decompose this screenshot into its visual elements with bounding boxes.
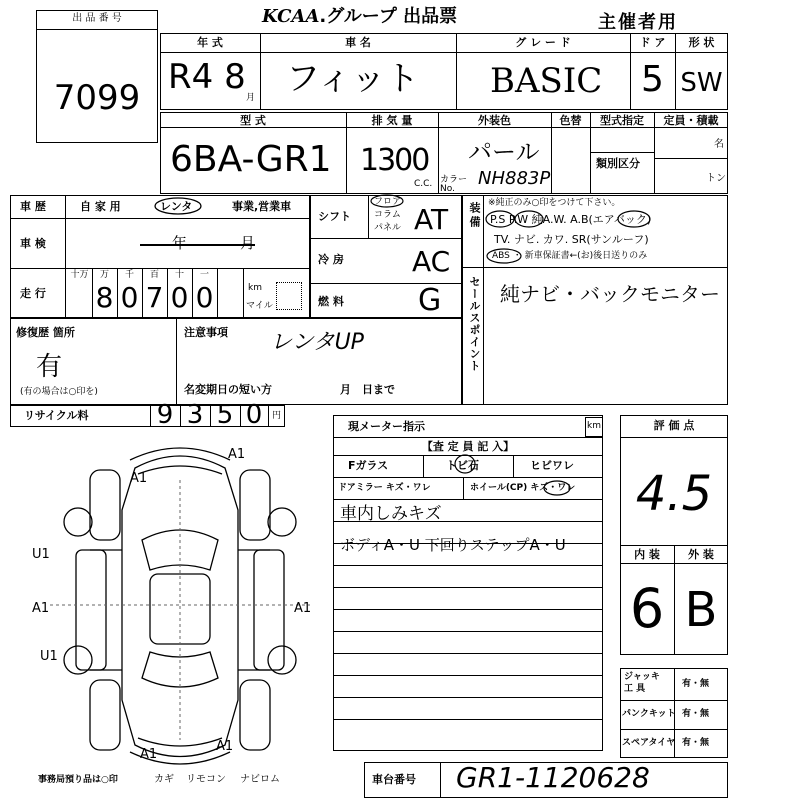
office-label: 事務局預り品は○印 (38, 775, 118, 785)
title-kcaa: KCAA (262, 6, 320, 27)
spare-tire-label: スペアタイヤ (622, 738, 676, 748)
mileage-digit: 0 (170, 281, 189, 314)
digit-10k: 万 (99, 270, 109, 280)
shift-value: AT (414, 203, 449, 236)
mileage-label: 走 行 (20, 287, 46, 300)
mileage-digit: 7 (145, 281, 164, 314)
chassis-label: 車台番号 (372, 773, 416, 786)
year-label: 年 式 (197, 36, 223, 49)
damage-mark: A1 (130, 471, 148, 486)
score-value: 4.5 (635, 466, 713, 522)
fuel-label: 燃 料 (318, 295, 344, 308)
damage-mark: A1 (294, 601, 312, 616)
tobiishi-label: トビ石 (446, 459, 479, 472)
rental-circle-mark (152, 196, 204, 216)
digit-1: 一 (199, 270, 209, 280)
caution-label: 注意事項 (184, 326, 228, 339)
meter-label: 現メーター指示 (348, 420, 425, 433)
shape-value: SW (680, 68, 723, 98)
inspection-note: ボディA・U 下回りステップA・U (340, 536, 566, 554)
shift-label: シフト (318, 210, 351, 223)
puncture-kit-yes-no: 有・無 (682, 709, 710, 719)
color-no-value: NH883P (478, 168, 551, 189)
jack-yes-no: 有・無 (682, 679, 710, 689)
remote-label: リモコン (186, 774, 226, 785)
sales-point-value: 純ナビ・バックモニター (500, 282, 720, 306)
equip-line2: TV. ナビ. カワ. SR(サンルーフ) (494, 233, 649, 246)
color-value: パール (468, 138, 540, 166)
wheel-circle-mark (542, 478, 572, 498)
tons-unit: トン (706, 173, 726, 184)
persons-unit: 名 (714, 139, 724, 150)
cc-unit: C.C. (414, 179, 433, 189)
equip-note: ※純正のみ○印をつけて下さい。 (488, 198, 621, 208)
inspector-label: 【査 定 員 記 入】 (421, 440, 515, 453)
displacement-value: 1300 (360, 143, 429, 178)
floor-circle-mark (368, 192, 406, 208)
capacity-label: 定員・積載 (663, 114, 719, 127)
model-label: 型 式 (240, 114, 266, 127)
spare-tire-yes-no: 有・無 (682, 738, 710, 748)
title-rest: .グループ 出品票 (319, 6, 458, 27)
panel-label: パネル (374, 223, 402, 233)
name-change-date: 月 日まで (340, 383, 395, 396)
damage-mark: A1 (140, 747, 158, 762)
exterior-label: 外 装 (688, 548, 714, 561)
ac-label: 冷 房 (318, 253, 344, 266)
business-label: 事業,営業車 (232, 200, 292, 213)
inspection-label: 車 検 (20, 237, 46, 250)
category-label: 類別区分 (596, 157, 640, 170)
equip-line3: ABS ・ 新車保証書←(お)後日送りのみ (492, 251, 648, 261)
recycle-digit: 5 (216, 400, 234, 430)
inspection-strike (140, 244, 255, 246)
month-unit: 月 (246, 93, 256, 103)
recycle-label: リサイクル料 (24, 409, 89, 422)
meter-km-unit: km (587, 421, 601, 431)
column-label: コラム (374, 210, 401, 220)
mileage-digit: 0 (195, 281, 214, 314)
repair-note: (有の場合は○印を) (20, 387, 98, 397)
rental-label: レンタ (160, 200, 193, 213)
model-value: 6BA-GR1 (170, 139, 332, 180)
km-unit: km (248, 283, 262, 293)
damage-mark: U1 (40, 649, 58, 664)
digit-100k: 十万 (70, 270, 89, 280)
equip-circle-marks (484, 208, 664, 230)
mileage-digit: 0 (120, 281, 139, 314)
recycle-digit: 3 (186, 400, 204, 430)
floor-label: フロア (374, 197, 402, 207)
year-value: R4 8 (168, 57, 246, 97)
mile-checkbox (276, 282, 302, 310)
color-no-label: カラー No. (440, 175, 468, 194)
shape-label: 形 状 (688, 36, 715, 49)
yen-unit: 円 (272, 411, 282, 421)
grade-label: グ レ ー ド (515, 36, 571, 49)
recycle-digit: 9 (156, 400, 174, 430)
jack-label: ジャッキ 工 具 (624, 672, 660, 694)
ext-color-label: 外装色 (478, 114, 511, 127)
digit-10: 十 (174, 270, 184, 280)
car-damage-diagram (30, 440, 330, 775)
puncture-kit-label: パンクキット (622, 709, 676, 719)
tobiishi-circle-mark (452, 452, 478, 476)
inspection-month-unit: 月 (240, 234, 256, 252)
recycle-digit: 0 (245, 400, 263, 430)
lot-number: 7099 (53, 78, 141, 118)
interior-label: 内 装 (634, 548, 660, 561)
organizer-label: 主催者用 (598, 12, 678, 33)
caution-value: レンタUP (270, 330, 364, 355)
color-change-label: 色替 (559, 114, 582, 127)
car-name-label: 車 名 (345, 36, 371, 49)
repair-label: 修復歴 箇所 (16, 326, 75, 339)
fuel-value: G (418, 283, 442, 318)
name-change-label: 名変期日の短い方 (184, 383, 272, 396)
mileage-digit: 8 (95, 281, 114, 314)
sheet-title (262, 8, 457, 26)
chassis-value: GR1-1120628 (456, 761, 650, 794)
model-designation-label: 型式指定 (600, 114, 644, 127)
f-glass-label: Fガラス (348, 459, 389, 472)
wheel-label: ホイール(CP) キズ・ワレ (470, 483, 576, 493)
grade-value: BASIC (490, 61, 603, 101)
door-mirror-label: ドアミラー キズ・ワレ (338, 483, 431, 493)
abs-circle-mark (484, 246, 524, 266)
interior-value: 6 (629, 577, 665, 640)
damage-mark: A1 (228, 447, 246, 462)
score-label: 評 価 点 (653, 419, 695, 432)
damage-mark: A1 (32, 601, 50, 616)
damage-mark: A1 (216, 739, 234, 754)
repair-value: 有 (36, 352, 63, 382)
mile-unit: マイル (246, 301, 273, 311)
navi-rom-label: ナビロム (240, 774, 280, 785)
exterior-value: B (684, 582, 718, 638)
key-label: カギ (154, 774, 174, 785)
lot-label: 出 品 番 号 (72, 13, 122, 24)
ac-value: AC (412, 245, 451, 278)
damage-mark: U1 (32, 547, 50, 562)
digit-1k: 千 (124, 270, 134, 280)
history-label: 車 歴 (20, 200, 46, 213)
doors-value: 5 (641, 59, 664, 100)
doors-label: ド ア (639, 36, 666, 49)
equipment-label: 装備 (468, 202, 481, 230)
displacement-label: 排 気 量 (371, 114, 413, 127)
private-label: 自 家 用 (80, 200, 121, 213)
car-name-value: フィット (286, 59, 420, 99)
crack-label: ヒビワレ (530, 459, 574, 472)
sales-point-label: セールスポイント (468, 276, 481, 372)
equip-line1: P.S P.W 純A.W. A.B(エアバック) (490, 213, 652, 226)
inspection-note: 車内しみキズ (340, 504, 442, 524)
lot-number-box (36, 10, 158, 143)
digit-100: 百 (149, 270, 159, 280)
inspection-year-unit: 年 (172, 234, 188, 252)
